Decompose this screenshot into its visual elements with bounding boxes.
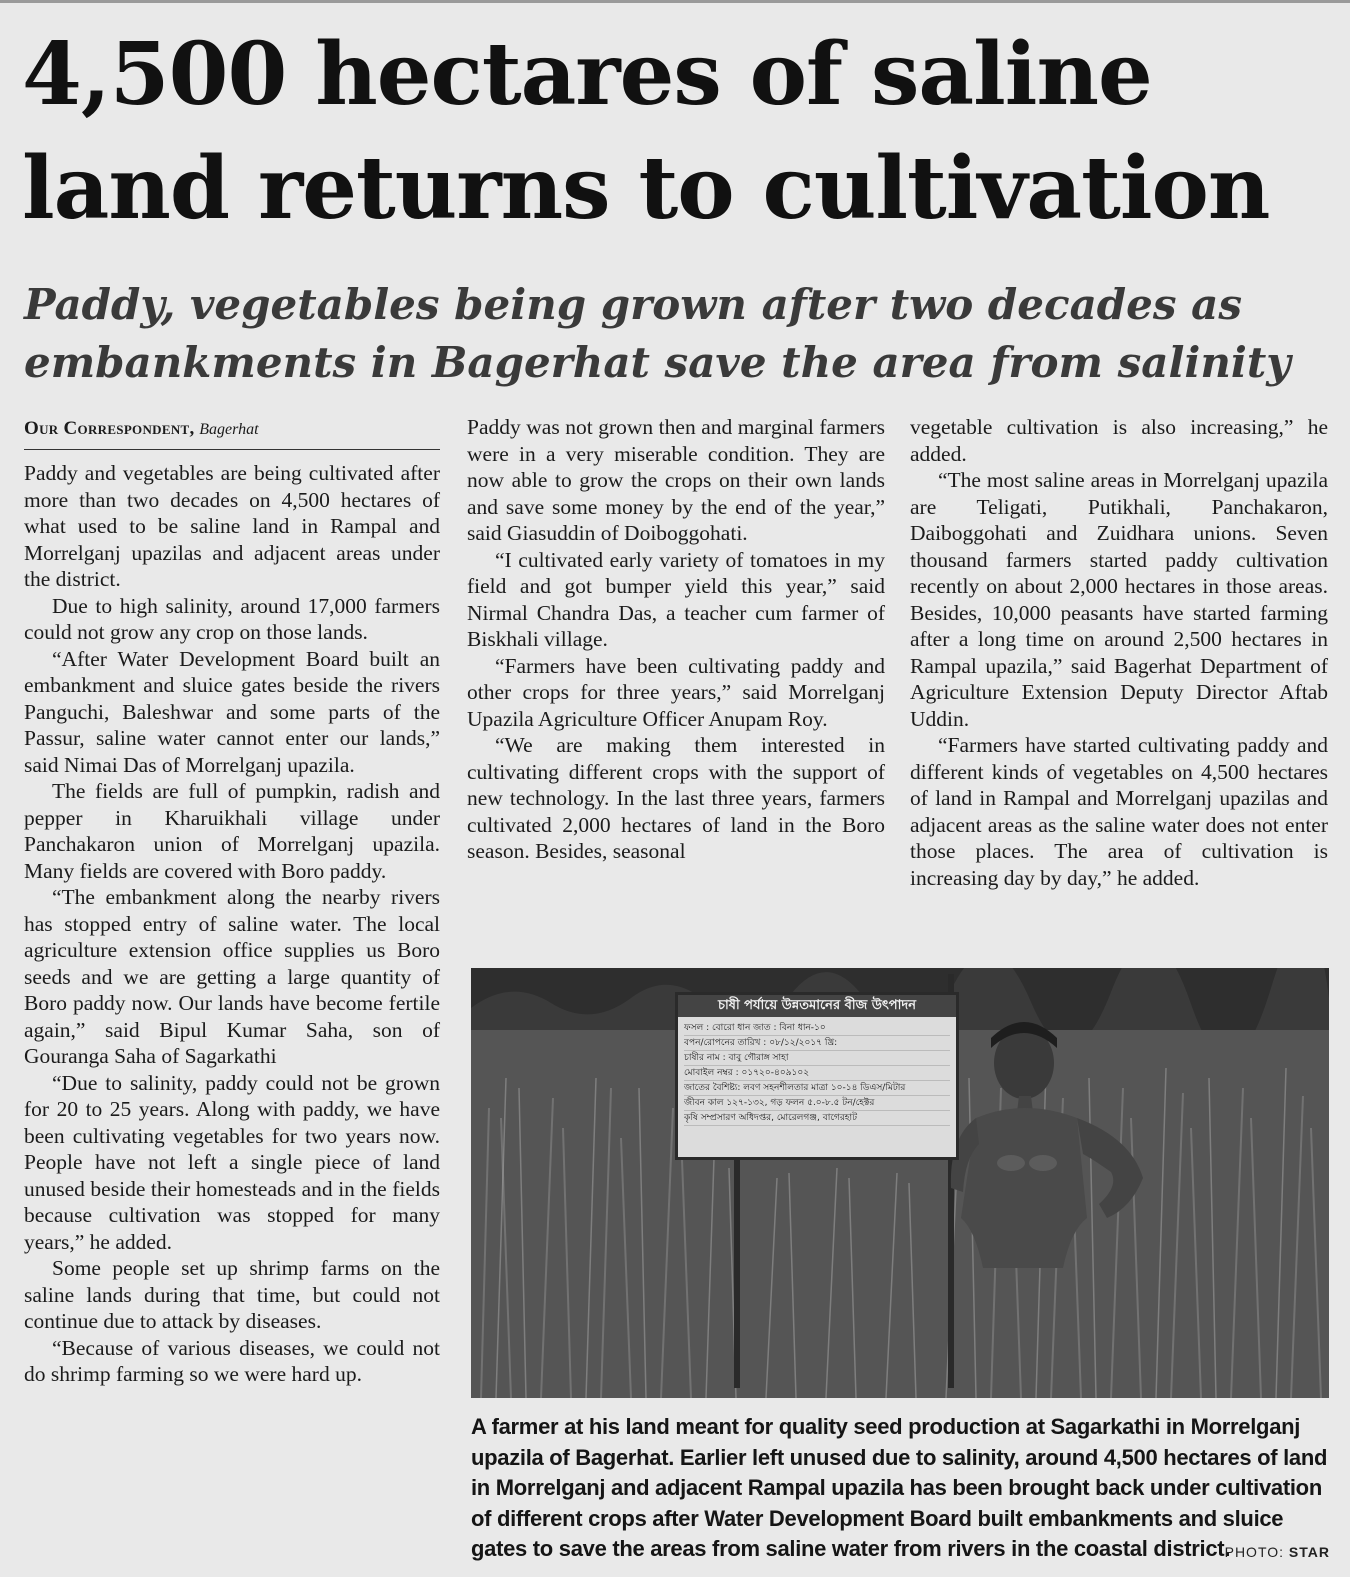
subheadline: Paddy, vegetables being grown after two decades as embankments in Bagerhat save the area from salinity: [24, 280, 1291, 387]
signboard-line: কৃষি সম্প্রসারণ অধিদপ্তর, মোরেলগঞ্জ, বাগেরহাট: [684, 1111, 950, 1126]
headline: 4,500 hectares of saline land returns to cultivation: [22, 24, 1270, 239]
byline: [24, 414, 440, 450]
paragraph: vegetable cultivation is also increasing,” he added.: [910, 415, 1328, 466]
signboard-line: ফসল : বোরো ধান জাত : বিনা ধান-১০: [684, 1021, 950, 1036]
signboard-title: চাষী পর্যায়ে উন্নতমানের বীজ উৎপাদন: [678, 995, 956, 1017]
paragraph: “Due to salinity, paddy could not be grown for 20 to 25 years. Along with paddy, we have been cultivating vegetables for two years now. People have not left a single piece of land unused beside their homesteads and in the fields because cultivation was stopped for many years,” he added.: [24, 1070, 440, 1254]
photo-caption: A farmer at his land meant for quality seed production at Sagarkathi in Morrelganj upazila of Bagerhat. Earlier left unused due to salinity, around 4,500 hectares of land in Morrelganj and adjacent Rampal upazila has been brought back under cultivation of different crops after Water Development Board built embankments and sluice gates to save the areas from saline water from rivers in the coastal district.: [471, 1414, 1328, 1561]
paragraph: Due to high salinity, around 17,000 farmers could not grow any crop on those lands.: [24, 593, 440, 644]
paragraph: “Because of various diseases, we could not do shrimp farming so we were hard up.: [24, 1335, 440, 1386]
paragraph: “After Water Development Board built an embankment and sluice gates beside the rivers Panguchi, Baleshwar and some parts of the Passur, saline water cannot enter our lands,” said Nimai Das of Morrelganj upazila.: [24, 646, 440, 777]
column-3: [910, 414, 1328, 891]
signboard-line: মোবাইল নম্বর : ০১৭২০-৪০৯১০২: [684, 1066, 950, 1081]
signboard-line: বপন/রোপনের তারিখ : ০৮/১২/২০১৭ খ্রি:: [684, 1036, 950, 1051]
paragraph: “The most saline areas in Morrelganj upazila are Teligati, Putikhali, Panchakaron, Daiboggohati and Zuidhara unions. Seven thousand farmers started paddy cultivation recently on about 2,000 hectares in those areas. Besides, 10,000 peasants have started farming after a long time on around 2,500 hectares in Rampal upazila,” said Bagerhat Department of Agriculture Extension Deputy Director Aftab Uddin.: [910, 468, 1328, 731]
paragraph: “We are making them interested in cultivating different crops with the support of new technology. In the last three years, farmers cultivated 2,000 hectares of land in the Boro season. Besides, seasonal: [467, 733, 885, 863]
byline-name: Our Correspondent,: [24, 418, 195, 439]
farmer-field-photo: [471, 968, 1329, 1398]
signboard-line: জীবন কাল ১২৭-১৩২, গড় ফলন ৫.০-৮.৫ টন/হেক্টর: [684, 1096, 950, 1111]
paragraph: Paddy and vegetables are being cultivated after more than two decades on 4,500 hectares of what used to be saline land in Rampal and Morrelganj upazilas and adjacent areas under the district.: [24, 461, 440, 591]
paragraph: “Farmers have started cultivating paddy and different kinds of vegetables on 4,500 hectares of land in Rampal and Morrelganj upazilas and adjacent areas as the saline water does not enter those places. The area of cultivation is increasing day by day,” he added.: [910, 733, 1328, 890]
paragraph: “The embankment along the nearby rivers has stopped entry of saline water. The local agriculture extension office supplies us Boro seeds and we are getting a large quantity of Boro paddy now. Our lands have become fertile again,” said Bipul Kumar Saha, son of Gouranga Saha of Sagarkathi: [24, 885, 440, 1068]
photo-credit-source: STAR: [1288, 1544, 1330, 1560]
signboard-line: চাষীর নাম : বাবু গৌরাঙ্গ সাহা: [684, 1051, 950, 1066]
paragraph: “Farmers have been cultivating paddy and other crops for three years,” said Morrelganj Upazila Agriculture Officer Anupam Roy.: [467, 653, 885, 731]
paragraph: “I cultivated early variety of tomatoes in my field and got bumper yield this year,” said Nirmal Chandra Das, a teacher cum farmer of Biskhali village.: [467, 547, 885, 651]
photo-credit: [1225, 1544, 1330, 1560]
byline-place: Bagerhat: [199, 421, 259, 438]
top-rule: [0, 0, 1350, 3]
seed-production-signboard: [675, 992, 959, 1160]
photo-credit-label: PHOTO:: [1224, 1544, 1285, 1560]
paragraph: The fields are full of pumpkin, radish and pepper in Kharuikhali village under Panchakaron union of Morrelganj upazila. Many fields are covered with Boro paddy.: [24, 779, 440, 883]
paragraph: Some people set up shrimp farms on the saline lands during that time, but could not continue due to attack by diseases.: [24, 1256, 440, 1333]
signboard-line: জাতের বৈশিষ্ট্য: লবণ সহনশীলতার মাত্রা ১০-১৪ ডিএস/মিটার: [684, 1081, 950, 1096]
column-2: [467, 414, 885, 865]
column-1: [24, 414, 440, 1388]
paragraph: Paddy was not grown then and marginal farmers were in a very miserable condition. They are now able to grow the crops on their own lands and save some money by the end of the year,” said Giasuddin of Doiboggohati.: [467, 415, 885, 545]
